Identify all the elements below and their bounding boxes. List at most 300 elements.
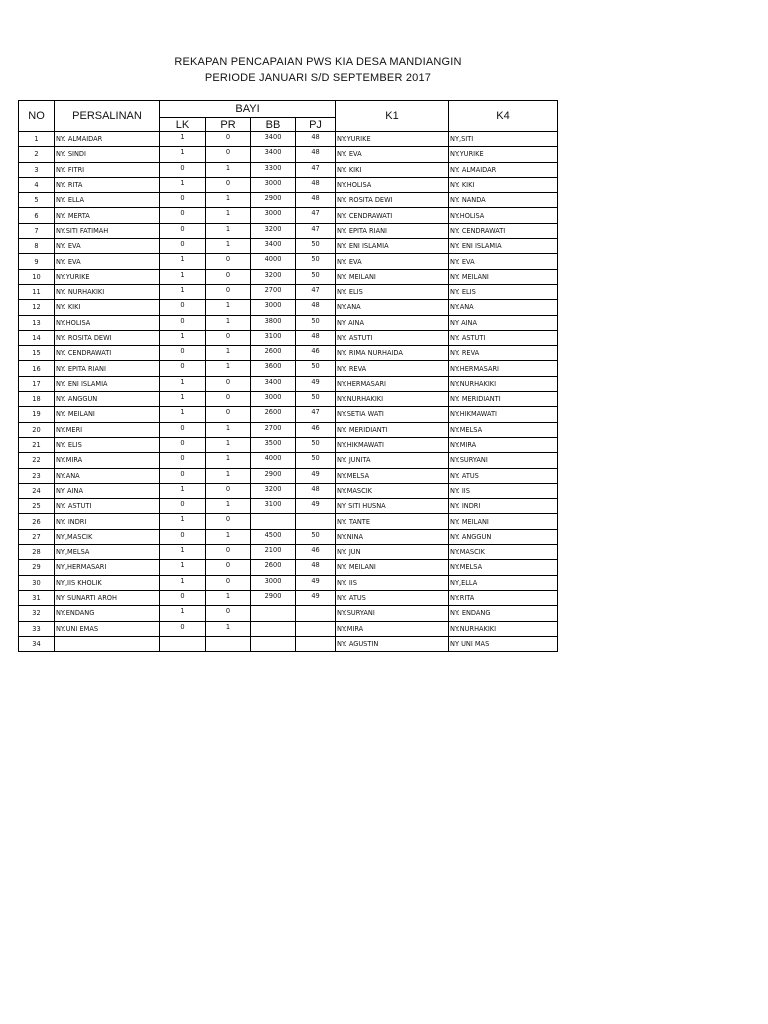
cell-pr: 1 <box>206 193 251 208</box>
cell-pj: 47 <box>296 407 336 422</box>
cell-bb: 2900 <box>251 590 296 605</box>
cell-pr: 1 <box>206 346 251 361</box>
cell-k4: NY.HOLISA <box>449 208 558 223</box>
table-row <box>19 606 558 621</box>
cell-pj: 50 <box>296 254 336 269</box>
cell-no: 6 <box>19 208 55 223</box>
cell-bb: 2700 <box>251 284 296 299</box>
cell-persalinan: NY. SINDI <box>55 147 160 162</box>
cell-pj: 48 <box>296 147 336 162</box>
cell-persalinan: NY. EPITA RIANI <box>55 361 160 376</box>
cell-k1: NY.NINA <box>336 529 449 544</box>
cell-no: 26 <box>19 514 55 529</box>
cell-persalinan: NY SUNARTI AROH <box>55 590 160 605</box>
table-row <box>19 545 558 560</box>
cell-pr: 0 <box>206 392 251 407</box>
cell-k1: NY.HIKMAWATI <box>336 437 449 452</box>
cell-no: 5 <box>19 193 55 208</box>
cell-bb: 3100 <box>251 499 296 514</box>
cell-pj: 47 <box>296 284 336 299</box>
cell-k1: NY. ENI ISLAMIA <box>336 239 449 254</box>
cell-k1: NY.YURIKE <box>336 132 449 147</box>
cell-no: 31 <box>19 590 55 605</box>
cell-k1: NY. REVA <box>336 361 449 376</box>
cell-pj: 48 <box>296 330 336 345</box>
cell-persalinan: NY. RITA <box>55 177 160 192</box>
cell-bb: 2600 <box>251 407 296 422</box>
cell-pj: 50 <box>296 315 336 330</box>
table-row <box>19 346 558 361</box>
cell-no: 13 <box>19 315 55 330</box>
cell-k1: NY.MASCIK <box>336 483 449 498</box>
cell-k4: NY.RITA <box>449 590 558 605</box>
cell-pj: 48 <box>296 193 336 208</box>
cell-persalinan: NY. EVA <box>55 254 160 269</box>
table-row <box>19 483 558 498</box>
cell-k1: NY.HERMASARI <box>336 376 449 391</box>
table-row <box>19 437 558 452</box>
cell-persalinan: NY. MEILANI <box>55 407 160 422</box>
cell-no: 21 <box>19 437 55 452</box>
header-no: NO <box>19 101 55 132</box>
cell-pj <box>296 514 336 529</box>
cell-k4: NY.MASCIK <box>449 545 558 560</box>
cell-persalinan: NY. ANGGUN <box>55 392 160 407</box>
cell-lk: 1 <box>160 284 206 299</box>
cell-persalinan: NY,MASCIK <box>55 529 160 544</box>
cell-k1: NY.MIRA <box>336 621 449 636</box>
cell-no: 17 <box>19 376 55 391</box>
cell-lk: 1 <box>160 483 206 498</box>
cell-k1: NY. RIMA NURHAIDA <box>336 346 449 361</box>
cell-lk: 0 <box>160 300 206 315</box>
cell-bb: 3000 <box>251 208 296 223</box>
cell-k1: NY.SETIA WATI <box>336 407 449 422</box>
table-row <box>19 575 558 590</box>
table-row <box>19 636 558 651</box>
cell-pj: 50 <box>296 361 336 376</box>
cell-k1: NY. JUNITA <box>336 453 449 468</box>
cell-pr: 1 <box>206 499 251 514</box>
cell-no: 14 <box>19 330 55 345</box>
cell-lk: 1 <box>160 376 206 391</box>
header-pr: PR <box>206 118 251 132</box>
cell-k1: NY.MELSA <box>336 468 449 483</box>
cell-k1: NY. KIKI <box>336 162 449 177</box>
cell-lk: 1 <box>160 147 206 162</box>
cell-k1: NY. MERIDIANTI <box>336 422 449 437</box>
cell-k4: NY.MELSA <box>449 422 558 437</box>
cell-no: 23 <box>19 468 55 483</box>
cell-pj: 49 <box>296 575 336 590</box>
cell-lk <box>160 636 206 651</box>
cell-lk: 0 <box>160 453 206 468</box>
cell-bb: 3600 <box>251 361 296 376</box>
cell-no: 16 <box>19 361 55 376</box>
table-row <box>19 499 558 514</box>
cell-no: 18 <box>19 392 55 407</box>
cell-bb: 3000 <box>251 392 296 407</box>
cell-no: 3 <box>19 162 55 177</box>
cell-no: 12 <box>19 300 55 315</box>
table-row <box>19 590 558 605</box>
cell-lk: 0 <box>160 422 206 437</box>
cell-persalinan: NY.MERI <box>55 422 160 437</box>
cell-lk: 1 <box>160 407 206 422</box>
cell-k4: NY. ATUS <box>449 468 558 483</box>
cell-no: 4 <box>19 177 55 192</box>
cell-persalinan: NY. ASTUTI <box>55 499 160 514</box>
cell-lk: 0 <box>160 193 206 208</box>
cell-no: 34 <box>19 636 55 651</box>
cell-k1: NY. MEILANI <box>336 560 449 575</box>
cell-bb: 3400 <box>251 239 296 254</box>
cell-k1: NY.NURHAKIKI <box>336 392 449 407</box>
cell-k4: NY. ENI ISLAMIA <box>449 239 558 254</box>
cell-k4: NY. KIKI <box>449 177 558 192</box>
cell-k4: NY.NURHAKIKI <box>449 621 558 636</box>
header-bayi: BAYI <box>160 101 336 118</box>
cell-persalinan: NY.ANA <box>55 468 160 483</box>
cell-lk: 1 <box>160 330 206 345</box>
cell-pr: 0 <box>206 606 251 621</box>
header-lk: LK <box>160 118 206 132</box>
header-persalinan: PERSALINAN <box>55 101 160 132</box>
cell-bb <box>251 606 296 621</box>
cell-bb: 3400 <box>251 376 296 391</box>
cell-pr: 1 <box>206 239 251 254</box>
cell-persalinan: NY. KIKI <box>55 300 160 315</box>
cell-pr: 1 <box>206 315 251 330</box>
cell-no: 29 <box>19 560 55 575</box>
cell-bb: 2900 <box>251 468 296 483</box>
cell-no: 1 <box>19 132 55 147</box>
cell-pj: 50 <box>296 453 336 468</box>
cell-k1: NY. AGUSTIN <box>336 636 449 651</box>
cell-lk: 1 <box>160 254 206 269</box>
cell-k4: NY.HERMASARI <box>449 361 558 376</box>
cell-persalinan: NY,MELSA <box>55 545 160 560</box>
cell-k1: NY. ATUS <box>336 590 449 605</box>
cell-lk: 0 <box>160 346 206 361</box>
cell-persalinan: NY. ELIS <box>55 437 160 452</box>
cell-lk: 0 <box>160 529 206 544</box>
cell-lk: 0 <box>160 590 206 605</box>
cell-bb: 2100 <box>251 545 296 560</box>
cell-pr: 1 <box>206 300 251 315</box>
cell-pr: 1 <box>206 468 251 483</box>
cell-pj <box>296 636 336 651</box>
cell-bb: 3100 <box>251 330 296 345</box>
cell-bb: 3000 <box>251 575 296 590</box>
cell-pr: 0 <box>206 545 251 560</box>
cell-pr: 1 <box>206 621 251 636</box>
cell-k1: NY.ANA <box>336 300 449 315</box>
cell-no: 7 <box>19 223 55 238</box>
cell-pr <box>206 636 251 651</box>
table-row <box>19 284 558 299</box>
table-row <box>19 376 558 391</box>
cell-lk: 1 <box>160 514 206 529</box>
cell-pr: 0 <box>206 147 251 162</box>
cell-k1: NY. EPITA RIANI <box>336 223 449 238</box>
cell-k4: NY. REVA <box>449 346 558 361</box>
cell-pj: 47 <box>296 162 336 177</box>
cell-persalinan: NY,HERMASARI <box>55 560 160 575</box>
cell-bb: 2700 <box>251 422 296 437</box>
cell-pj: 48 <box>296 300 336 315</box>
cell-lk: 1 <box>160 575 206 590</box>
cell-k1: NY. EVA <box>336 147 449 162</box>
table-row <box>19 330 558 345</box>
cell-pr: 0 <box>206 575 251 590</box>
cell-lk: 1 <box>160 392 206 407</box>
cell-persalinan: NY.YURIKE <box>55 269 160 284</box>
cell-pr: 0 <box>206 254 251 269</box>
cell-lk: 0 <box>160 437 206 452</box>
cell-lk: 0 <box>160 315 206 330</box>
cell-lk: 1 <box>160 606 206 621</box>
cell-pj: 47 <box>296 223 336 238</box>
cell-no: 33 <box>19 621 55 636</box>
cell-bb: 4500 <box>251 529 296 544</box>
cell-pj: 50 <box>296 239 336 254</box>
cell-persalinan: NY. ENI ISLAMIA <box>55 376 160 391</box>
report-period: PERIODE JANUARI S/D SEPTEMBER 2017 <box>204 72 432 84</box>
cell-bb: 3300 <box>251 162 296 177</box>
cell-pj: 46 <box>296 346 336 361</box>
cell-no: 9 <box>19 254 55 269</box>
cell-persalinan: NY.MIRA <box>55 453 160 468</box>
cell-k1: NY. ASTUTI <box>336 330 449 345</box>
cell-pj: 50 <box>296 392 336 407</box>
cell-pj <box>296 606 336 621</box>
cell-pj: 46 <box>296 422 336 437</box>
cell-no: 19 <box>19 407 55 422</box>
cell-k1: NY. CENDRAWATI <box>336 208 449 223</box>
cell-pr: 1 <box>206 422 251 437</box>
cell-pj: 50 <box>296 437 336 452</box>
table-row <box>19 392 558 407</box>
cell-persalinan: NY.UNI EMAS <box>55 621 160 636</box>
cell-k1: NY. JUN <box>336 545 449 560</box>
cell-k4: NY.MELSA <box>449 560 558 575</box>
cell-bb: 2600 <box>251 346 296 361</box>
cell-k1: NY. EVA <box>336 254 449 269</box>
table-row <box>19 269 558 284</box>
table-row <box>19 361 558 376</box>
cell-k1: NY. MEILANI <box>336 269 449 284</box>
cell-persalinan: NY.HOLISA <box>55 315 160 330</box>
cell-pr: 0 <box>206 132 251 147</box>
cell-bb: 4000 <box>251 453 296 468</box>
cell-pr: 0 <box>206 560 251 575</box>
cell-pr: 1 <box>206 361 251 376</box>
cell-lk: 1 <box>160 269 206 284</box>
cell-pj: 50 <box>296 529 336 544</box>
cell-k4: NY. MEILANI <box>449 269 558 284</box>
table-row <box>19 621 558 636</box>
cell-persalinan: NY. FITRI <box>55 162 160 177</box>
cell-bb: 3800 <box>251 315 296 330</box>
cell-no: 22 <box>19 453 55 468</box>
cell-pj: 48 <box>296 560 336 575</box>
cell-pj: 49 <box>296 376 336 391</box>
table-row <box>19 147 558 162</box>
cell-persalinan: NY,IIS KHOLIK <box>55 575 160 590</box>
table-row <box>19 407 558 422</box>
cell-lk: 0 <box>160 499 206 514</box>
cell-persalinan: NY AINA <box>55 483 160 498</box>
cell-pr: 0 <box>206 483 251 498</box>
cell-lk: 0 <box>160 239 206 254</box>
cell-k4: NY,ELLA <box>449 575 558 590</box>
cell-k4: NY. ALMAIDAR <box>449 162 558 177</box>
cell-pr: 0 <box>206 177 251 192</box>
cell-bb: 3400 <box>251 147 296 162</box>
cell-persalinan: NY. ELLA <box>55 193 160 208</box>
cell-pr: 0 <box>206 407 251 422</box>
cell-persalinan: NY.SITI FATIMAH <box>55 223 160 238</box>
cell-bb: 2900 <box>251 193 296 208</box>
cell-bb: 3000 <box>251 177 296 192</box>
table-row <box>19 162 558 177</box>
cell-persalinan: NY. ALMAIDAR <box>55 132 160 147</box>
cell-k1: NY. TANTE <box>336 514 449 529</box>
report-title: REKAPAN PENCAPAIAN PWS KIA DESA MANDIANGIN <box>174 56 462 68</box>
cell-k4: NY. MERIDIANTI <box>449 392 558 407</box>
cell-k1: NY. ROSITA DEWI <box>336 193 449 208</box>
cell-bb: 4000 <box>251 254 296 269</box>
cell-bb: 3200 <box>251 223 296 238</box>
table-row <box>19 514 558 529</box>
cell-k4: NY.ANA <box>449 300 558 315</box>
cell-bb: 3500 <box>251 437 296 452</box>
cell-pj: 47 <box>296 208 336 223</box>
cell-lk: 1 <box>160 177 206 192</box>
cell-persalinan: NY. MERTA <box>55 208 160 223</box>
table-row <box>19 132 558 147</box>
cell-no: 25 <box>19 499 55 514</box>
cell-persalinan: NY. CENDRAWATI <box>55 346 160 361</box>
cell-lk: 0 <box>160 208 206 223</box>
cell-lk: 0 <box>160 621 206 636</box>
cell-k4: NY.MIRA <box>449 437 558 452</box>
cell-k1: NY.SURYANI <box>336 606 449 621</box>
table-row <box>19 300 558 315</box>
table-row <box>19 177 558 192</box>
cell-k4: NY. ASTUTI <box>449 330 558 345</box>
cell-pr: 1 <box>206 453 251 468</box>
cell-k1: NY. IIS <box>336 575 449 590</box>
cell-lk: 0 <box>160 468 206 483</box>
cell-no: 32 <box>19 606 55 621</box>
cell-k4: NY. ANGGUN <box>449 529 558 544</box>
cell-no: 30 <box>19 575 55 590</box>
cell-pr: 1 <box>206 208 251 223</box>
cell-k4: NY.SURYANI <box>449 453 558 468</box>
table-row <box>19 560 558 575</box>
cell-no: 27 <box>19 529 55 544</box>
recap-table <box>18 100 558 652</box>
cell-no: 20 <box>19 422 55 437</box>
table-row <box>19 208 558 223</box>
cell-k4: NY. EVA <box>449 254 558 269</box>
cell-pj: 48 <box>296 483 336 498</box>
cell-no: 15 <box>19 346 55 361</box>
table-row <box>19 254 558 269</box>
cell-pj: 48 <box>296 177 336 192</box>
table-row <box>19 529 558 544</box>
cell-k4: NY.YURIKE <box>449 147 558 162</box>
table-row <box>19 193 558 208</box>
cell-pr: 1 <box>206 162 251 177</box>
cell-no: 2 <box>19 147 55 162</box>
cell-k4: NY. MEILANI <box>449 514 558 529</box>
cell-k4: NY UNI MAS <box>449 636 558 651</box>
header-k4: K4 <box>449 101 558 132</box>
cell-pj: 48 <box>296 132 336 147</box>
table-row <box>19 315 558 330</box>
cell-persalinan: NY. NURHAKIKI <box>55 284 160 299</box>
cell-k4: NY.HIKMAWATI <box>449 407 558 422</box>
cell-pj: 50 <box>296 269 336 284</box>
table-row <box>19 422 558 437</box>
cell-pr: 1 <box>206 529 251 544</box>
cell-lk: 0 <box>160 223 206 238</box>
cell-no: 28 <box>19 545 55 560</box>
cell-pj: 49 <box>296 590 336 605</box>
cell-bb <box>251 621 296 636</box>
cell-bb: 3400 <box>251 132 296 147</box>
cell-no: 24 <box>19 483 55 498</box>
cell-persalinan: NY. EVA <box>55 239 160 254</box>
header-bb: BB <box>251 118 296 132</box>
cell-no: 11 <box>19 284 55 299</box>
cell-k1: NY. ELIS <box>336 284 449 299</box>
cell-bb: 2600 <box>251 560 296 575</box>
cell-k4: NY. IIS <box>449 483 558 498</box>
cell-bb: 3000 <box>251 300 296 315</box>
cell-bb: 3200 <box>251 269 296 284</box>
cell-k4: NY. ELIS <box>449 284 558 299</box>
table-row <box>19 453 558 468</box>
table-row <box>19 239 558 254</box>
cell-bb <box>251 636 296 651</box>
cell-k4: NY. ENDANG <box>449 606 558 621</box>
cell-k4: NY.NURHAKIKI <box>449 376 558 391</box>
cell-pr: 0 <box>206 284 251 299</box>
cell-lk: 1 <box>160 545 206 560</box>
cell-lk: 0 <box>160 361 206 376</box>
cell-pj: 49 <box>296 468 336 483</box>
cell-no: 8 <box>19 239 55 254</box>
cell-k4: NY,SITI <box>449 132 558 147</box>
cell-persalinan: NY. INDRI <box>55 514 160 529</box>
cell-pr: 1 <box>206 590 251 605</box>
table-body <box>19 132 558 652</box>
cell-k4: NY. NANDA <box>449 193 558 208</box>
cell-persalinan <box>55 636 160 651</box>
cell-lk: 1 <box>160 132 206 147</box>
cell-k1: NY SITI HUSNA <box>336 499 449 514</box>
cell-pr: 0 <box>206 269 251 284</box>
cell-pr: 0 <box>206 376 251 391</box>
cell-no: 10 <box>19 269 55 284</box>
cell-pr: 0 <box>206 514 251 529</box>
table-row <box>19 223 558 238</box>
cell-k4: NY AINA <box>449 315 558 330</box>
